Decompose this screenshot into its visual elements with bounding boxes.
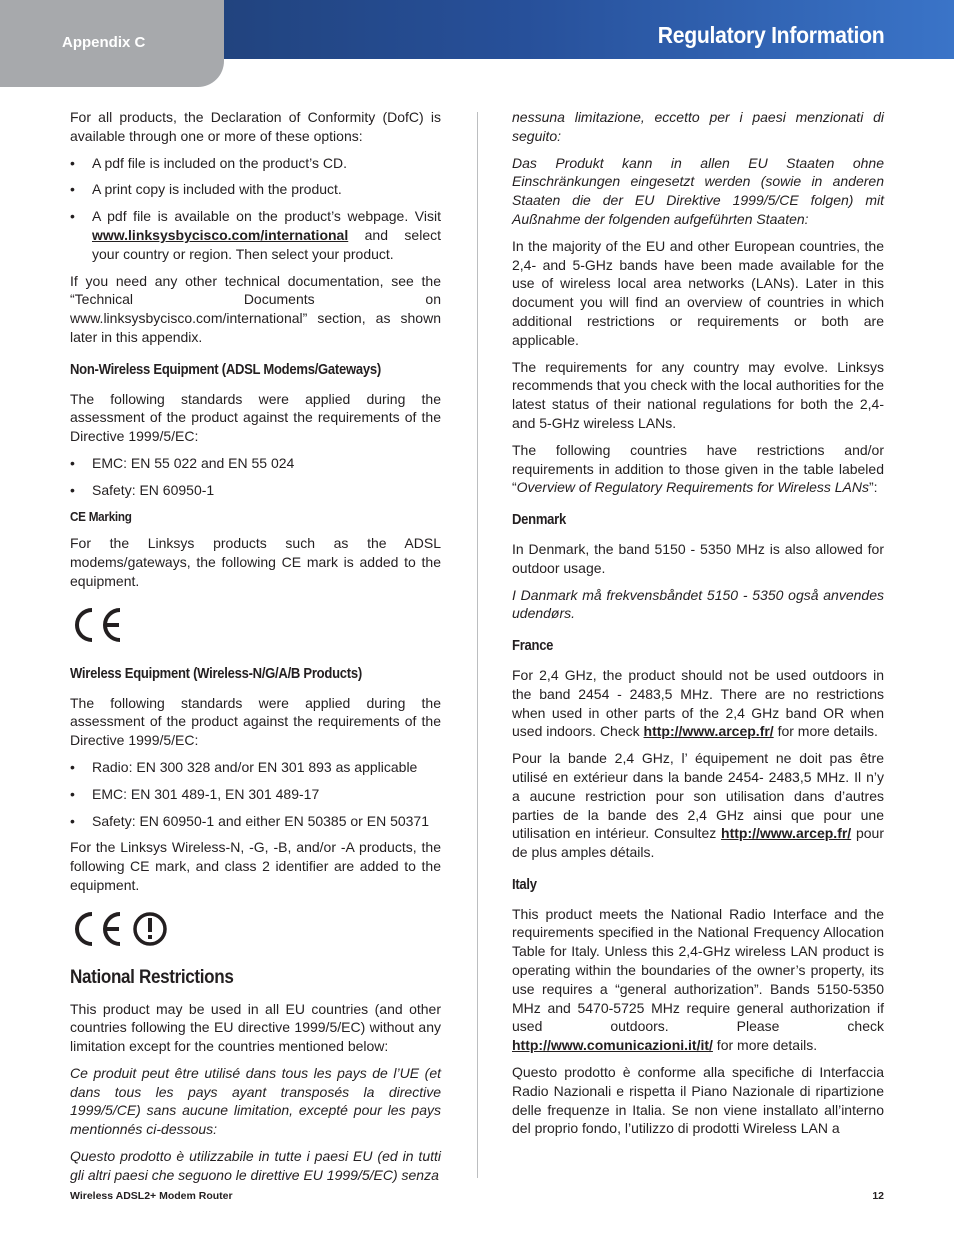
- national-it: Questo prodotto è utilizzabile in tutte i paesi EU (ed in tutti gli altri paesi che seguono le direttive EU 1999/5/EC) senza: [70, 1148, 441, 1183]
- ce-class2-icon: [70, 909, 170, 949]
- page-title: Regulatory Information: [657, 22, 884, 48]
- appendix-label: Appendix C: [62, 34, 146, 51]
- requirements-paragraph: The requirements for any country may evolve. Linksys recommends that you check with the local authorities for the latest status of their national regulations for both the 2,4- and 5-GHz wireless LANs.: [512, 358, 884, 431]
- wireless-standards: [70, 758, 441, 830]
- list-item: [70, 207, 441, 263]
- list-item: • A pdf file is included on the product’s CD.: [70, 154, 441, 173]
- ce-marking-text: For the Linksys products such as the ADSL modems/gateways, the following CE mark is added to the equipment.: [70, 535, 441, 589]
- ce-mark-icon: [70, 605, 126, 645]
- national-en: This product may be used in all EU countries (and other countries following the EU directive 1999/5/EC) without any limitation except for the countries mentioned below:: [70, 1000, 441, 1055]
- wireless-ce-text: For the Linksys Wireless-N, -G, -B, and/or -A products, the following CE mark, and class 2 identifier are added to the equipment.: [70, 839, 441, 893]
- italy-heading: Italy: [512, 876, 537, 893]
- list-item: • Safety: EN 60950-1: [70, 481, 441, 500]
- table-reference: Overview of Regulatory Requirements for Wireless LANs: [516, 479, 870, 496]
- ce-mark: [70, 605, 441, 645]
- wireless-intro: The following standards were applied during the assessment of the product against the requirements of the Directive 1999/5/EC:: [70, 694, 441, 749]
- france-heading: France: [512, 638, 554, 655]
- national-restrictions-heading: National Restrictions: [70, 966, 234, 988]
- list-item: • Safety: EN 60950-1 and either EN 50385 or EN 50371: [70, 812, 441, 831]
- italy-en: [512, 905, 884, 1055]
- nonwireless-heading: Non-Wireless Equipment (ADSL Modems/Gateways): [70, 361, 381, 378]
- list-item: • Radio: EN 300 328 and/or EN 301 893 as applicable: [70, 758, 441, 777]
- france-text: For 2,4 GHz, the product should not be used outdoors in the band 2454 - 2483,5 MHz. There are no restrictions when used in other parts of the 2,4 GHz band OR when used indoors. Check: [512, 666, 884, 740]
- following-text: The following countries have restrictions and/or requirements in addition to those given in the table labeled “: [512, 441, 884, 496]
- italy-text: for more details.: [712, 1037, 818, 1054]
- dofc-options: [70, 154, 441, 264]
- italy-text: This product meets the National Radio Interface and the requirements specified in the National Frequency Allocation Table for Italy. Unless this 2,4-GHz wireless LAN product is operating within the boundaries of the owner’s property, its use requires a “general authorization”. Bands 5150-5350 MHz and 5470-5725 MHz require general authorization if used outdoors. Please check: [512, 905, 884, 1035]
- right-column: [512, 108, 884, 1146]
- wireless-heading: Wireless Equipment (Wireless-N/G/A/B Products): [70, 665, 362, 682]
- national-de: Das Produkt kann in allen EU Staaten ohne Einschränkungen eingesetzt werden (sowie in anderen Staaten die der EU Direktive 1999/5/CE folgen) mit Außnahme der folgenden aufgeführten Staaten:: [512, 154, 884, 227]
- denmark-en: In Denmark, the band 5150 - 5350 MHz is also allowed for outdoor usage.: [512, 540, 884, 576]
- column-divider: [477, 112, 478, 1178]
- left-column: [70, 108, 441, 1193]
- option-text: A pdf file is available on the product’s webpage. Visit: [92, 208, 441, 225]
- footer-product: Wireless ADSL2+ Modem Router: [70, 1190, 233, 1202]
- france-fr: [512, 749, 884, 862]
- page-number: 12: [872, 1190, 884, 1202]
- option-text: and select your country or region. Then select your product.: [92, 226, 441, 262]
- arcep-link[interactable]: http://www.arcep.fr/: [643, 723, 774, 740]
- following-text: ”:: [869, 479, 878, 496]
- france-en: [512, 666, 884, 741]
- list-item: • EMC: EN 301 489-1, EN 301 489-17: [70, 785, 441, 804]
- france-text: pour de plus amples détails.: [512, 825, 884, 861]
- tech-docs-paragraph: If you need any other technical documentation, see the “Technical Documents on www.linksysbycisco.com/international” section, as shown later in this appendix.: [70, 272, 441, 345]
- list-item: • EMC: EN 55 022 and EN 55 024: [70, 454, 441, 473]
- dofc-intro: For all products, the Declaration of Conformity (DofC) is available through one or more of these options:: [70, 109, 441, 144]
- france-text: for more details.: [773, 723, 878, 740]
- majority-paragraph: In the majority of the EU and other European countries, the 2,4- and 5-GHz bands have been made available for the use of wireless local area networks (LANs). Later in this document you will find an overview of countries in which additional restrictions or requirements or both are applicable.: [512, 237, 884, 348]
- national-it-continued: nessuna limitazione, eccetto per i paesi menzionati di seguito:: [512, 109, 884, 144]
- linksys-international-link[interactable]: www.linksysbycisco.com/international: [92, 226, 349, 243]
- nonwireless-standards: [70, 454, 441, 500]
- national-fr: Ce produit peut être utilisé dans tous les pays de l’UE (et dans tous les pays ayant transposés la directive 1999/5/CE) sans aucune limitation, excepté pour les pays mentionnés ci-dessous:: [70, 1064, 441, 1138]
- italy-it: Questo prodotto è conforme alla specifiche di Interfaccia Radio Nazionali e rispetta il Piano Nazionale di ripartizione delle frequenze in Italia. Se non viene installato all’interno del proprio fondo, l’utilizzo di prodotti Wireless LAN a: [512, 1064, 884, 1137]
- arcep-link[interactable]: http://www.arcep.fr/: [721, 825, 852, 842]
- list-item: • A print copy is included with the product.: [70, 180, 441, 199]
- ce-class2-mark: [70, 909, 441, 949]
- denmark-da: I Danmark må frekvensbåndet 5150 - 5350 også anvendes udendørs.: [512, 586, 884, 622]
- following-countries-paragraph: [512, 441, 884, 497]
- denmark-heading: Denmark: [512, 512, 566, 529]
- ce-marking-heading: CE Marking: [70, 508, 132, 524]
- france-text: Pour la bande 2,4 GHz, l’ équipement ne doit pas être utilisé en extérieur dans la bande 2454- 2483,5 MHz. Il n’y a aucune restriction pour son utilisation dans d’autres parties de la bande des 2,4 GHz ainsi que pour une utilisation en intérieur. Consultez: [512, 750, 884, 842]
- comunicazioni-link[interactable]: http://www.comunicazioni.it/it/: [512, 1037, 713, 1054]
- nonwireless-intro: The following standards were applied during the assessment of the product against the requirements of the Directive 1999/5/EC:: [70, 390, 441, 445]
